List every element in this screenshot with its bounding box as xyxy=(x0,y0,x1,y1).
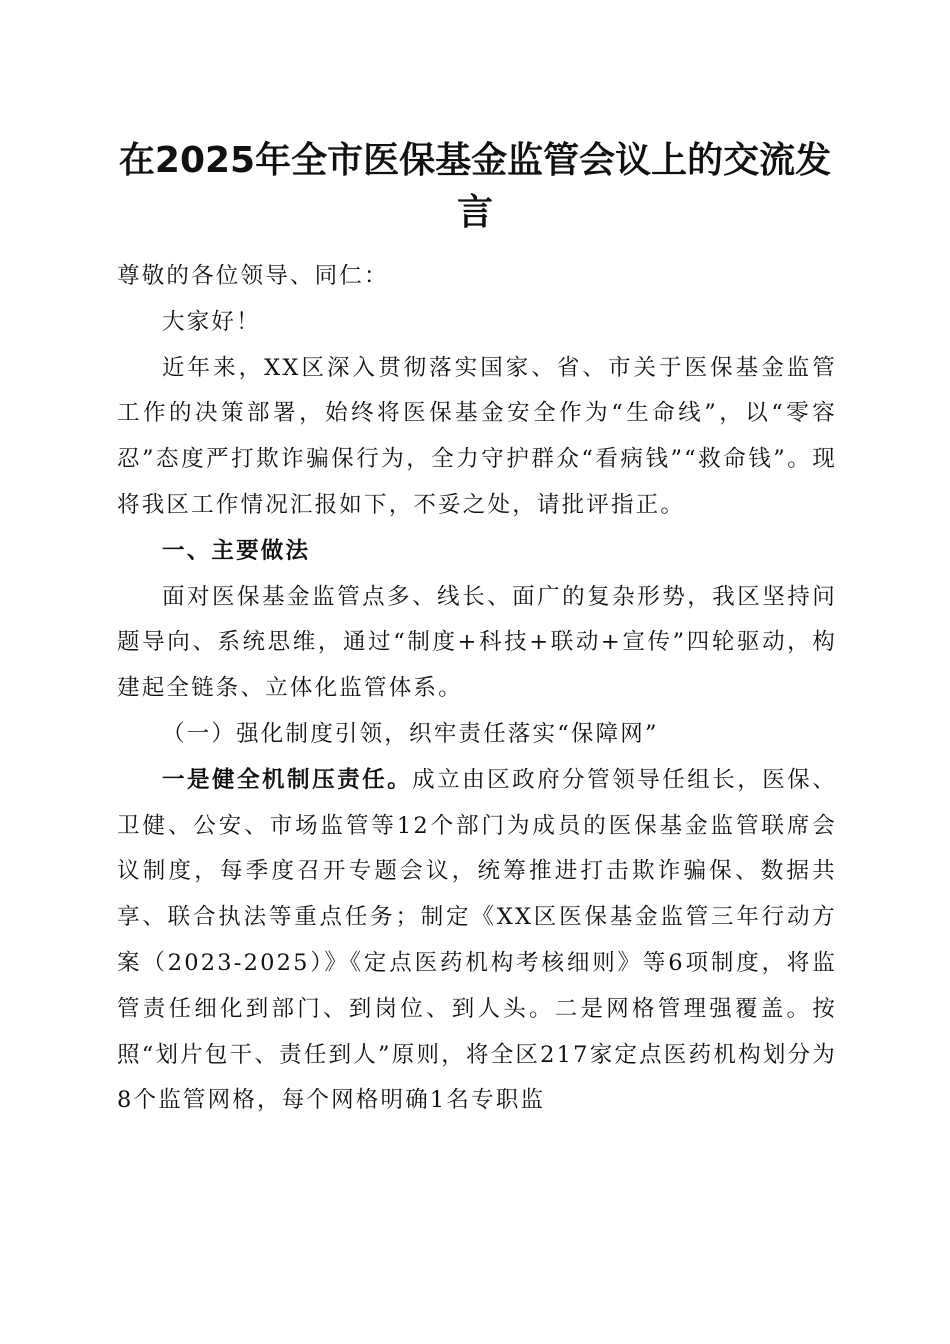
paragraph-text: 成立由区政府分管领导任组长，医保、卫健、公安、市场监管等12个部门为成员的医保基金监管联席会议制度，每季度召开专题会议，统筹推进打击欺诈骗保、数据共享、联合执法等重点任务；制定《XX区医保基金监管三年行动方案（2023-2025）》《定点医药机构考核细则》等6项制度，将监管责任细化到部门、到岗位、到人头。二是网格管理强覆盖。按照“划片包干、责任到人”原则，将全区217家定点医药机构划分为8个监管网格，每个网格明确1名专职监 xyxy=(117,766,837,1114)
intro-paragraph: 近年来，XX区深入贯彻落实国家、省、市关于医保基金监管工作的决策部署，始终将医保基金安全作为“生命线”，以“零容忍”态度严打欺诈骗保行为，全力守护群众“看病钱”“救命钱”。现将我区工作情况汇报如下，不妥之处，请批评指正。 xyxy=(117,354,837,518)
paragraph-lead: 一是健全机制压责任。 xyxy=(162,766,413,793)
section-heading-1: 一、主要做法 xyxy=(162,537,311,564)
greeting: 大家好！ xyxy=(162,308,261,335)
document-body xyxy=(117,254,837,1124)
body-paragraph-1 xyxy=(117,758,837,1124)
title-line-2: 言 xyxy=(456,192,493,233)
title-line-1: 在2025年全市医保基金监管会议上的交流发 xyxy=(118,140,832,181)
salutation: 尊敬的各位领导、同仁： xyxy=(117,263,389,289)
document-title xyxy=(100,135,850,239)
subsection-heading-1: （一）强化制度引领，织牢责任落实“保障网” xyxy=(162,720,659,747)
section-1-intro: 面对医保基金监管点多、线长、面广的复杂形势，我区坚持问题导向、系统思维，通过“制度+科技+联动+宣传”四轮驱动，构建起全链条、立体化监管体系。 xyxy=(117,583,837,702)
